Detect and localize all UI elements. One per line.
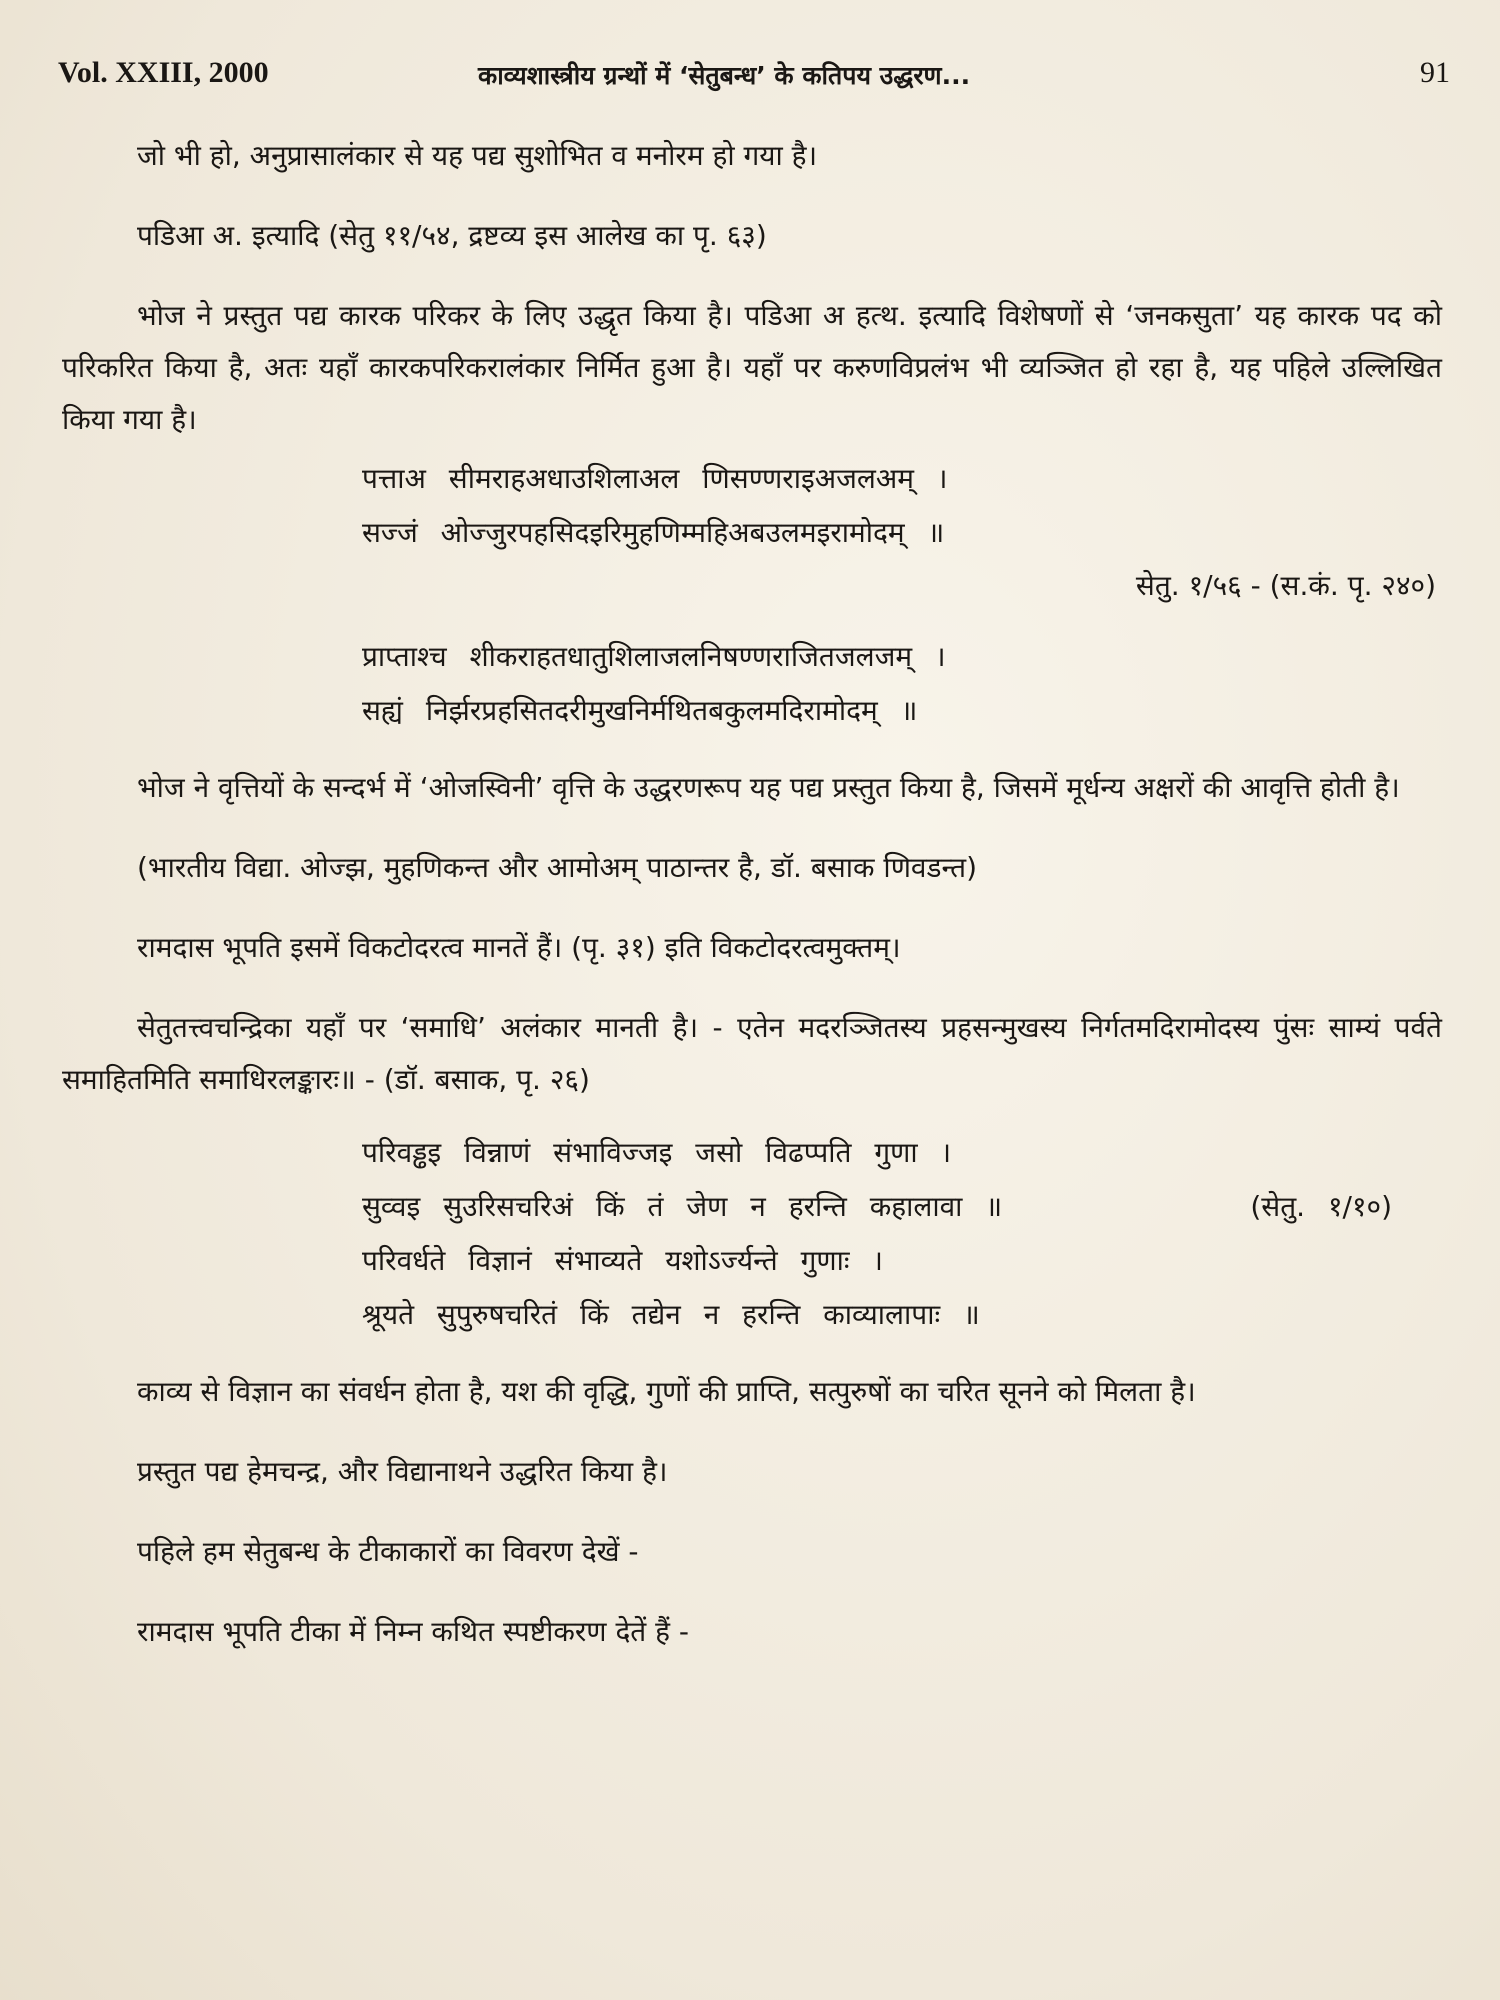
paragraph: पडिआ अ. इत्यादि (सेतु ११/५४, द्रष्टव्य इस आलेख का पृ. ६३)	[137, 219, 767, 252]
paragraph: (भारतीय विद्या. ओज्झ, मुहणिकन्त और आमोअम् पाठान्तर है, डॉ. बसाक णिवडन्त)	[137, 851, 977, 884]
paragraph: जो भी हो, अनुप्रासालंकार से यह पद्य सुशोभित व मनोरम हो गया है।	[137, 139, 818, 172]
paragraph: भोज ने वृत्तियों के सन्दर्भ में ‘ओजस्विनी’ वृत्ति के उद्धरणरूप यह पद्य प्रस्तुत किया है, जिसमें मूर्धन्य अक्षरों की आवृत्ति होती है।	[137, 771, 1400, 804]
verse-line: श्रूयते सुपुरुषचरितं किं तद्येन न हरन्ति काव्यालापाः ॥	[362, 1298, 980, 1331]
journal-volume: Vol. XXIII, 2000	[58, 56, 269, 89]
paragraph: काव्य से विज्ञान का संवर्धन होता है, यश की वृद्धि, गुणों की प्राप्ति, सत्पुरुषों का चरित सूनने को मिलता है।	[137, 1375, 1196, 1408]
paragraph: सेतुतत्त्वचन्द्रिका यहाँ पर ‘समाधि’ अलंकार मानती है। - एतेन मदरञ्जितस्य प्रहसन्मुखस्य निर्गतमदिरामोदस्य पुंसः साम्यं पर्वते समाहितमिति समाधिरलङ्कारः॥ - (डॉ. बसाक, पृ. २६)	[62, 1011, 1442, 1096]
verse-source: सेतु. १/५६ - (स.कं. पृ. २४०)	[1135, 569, 1436, 602]
paragraph: भोज ने प्रस्तुत पद्य कारक परिकर के लिए उद्धृत किया है। पडिआ अ हत्थ. इत्यादि विशेषणों से ‘जनकसुता’ यह कारक पद को परिकरित किया है, अतः यहाँ कारकपरिकरालंकार निर्मित हुआ है। यहाँ पर करुणविप्रलंभ भी व्यञ्जित हो रहा है, यह पहिले उल्लिखित किया गया है।	[62, 299, 1442, 436]
paragraph: रामदास भूपति इसमें विकटोदरत्व मानतें हैं। (पृ. ३१) इति विकटोदरत्वमुक्तम्।	[137, 931, 901, 964]
verse-line: परिवर्धते विज्ञानं संभाव्यते यशोऽर्ज्यन्ते गुणाः ।	[362, 1244, 884, 1277]
page-header	[58, 56, 1450, 100]
verse-text: सुव्वइ सुउरिसचरिअं किं तं जेण न हरन्ति कहालावा ॥	[362, 1190, 1003, 1223]
page-number: 91	[1420, 56, 1450, 89]
verse-line: सह्यं निर्झरप्रहसितदरीमुखनिर्मथितबकुलमदिरामोदम् ॥	[362, 694, 918, 727]
page-body	[62, 130, 1442, 1686]
paragraph: पहिले हम सेतुबन्ध के टीकाकारों का विवरण देखें -	[137, 1535, 639, 1568]
paragraph: रामदास भूपति टीका में निम्न कथित स्पष्टीकरण देतें हैं -	[137, 1615, 690, 1648]
paragraph: प्रस्तुत पद्य हेमचन्द्र, और विद्यानाथने उद्धरित किया है।	[137, 1455, 668, 1488]
verse-line: परिवड्ढइ विन्नाणं संभाविज्जइ जसो विढप्पति गुणा ।	[362, 1136, 952, 1169]
verse-source: (सेतु. १/१०)	[1250, 1190, 1392, 1223]
verse-line: पत्ताअ सीमराहअधाउशिलाअल णिसण्णराइअजलअम् ।	[362, 462, 948, 495]
verse-line: प्राप्ताश्च शीकराहतधातुशिलाजलनिषण्णराजितजलजम् ।	[362, 640, 946, 673]
verse-line: सज्जं ओज्जुरपहसिदइरिमुहणिम्महिअबउलमइरामोदम् ॥	[362, 516, 945, 549]
running-title: काव्यशास्त्रीय ग्रन्थों में ‘सेतुबन्ध’ के कतिपय उद्धरण...	[478, 61, 971, 90]
verse-line-with-ref	[362, 1180, 1442, 1234]
